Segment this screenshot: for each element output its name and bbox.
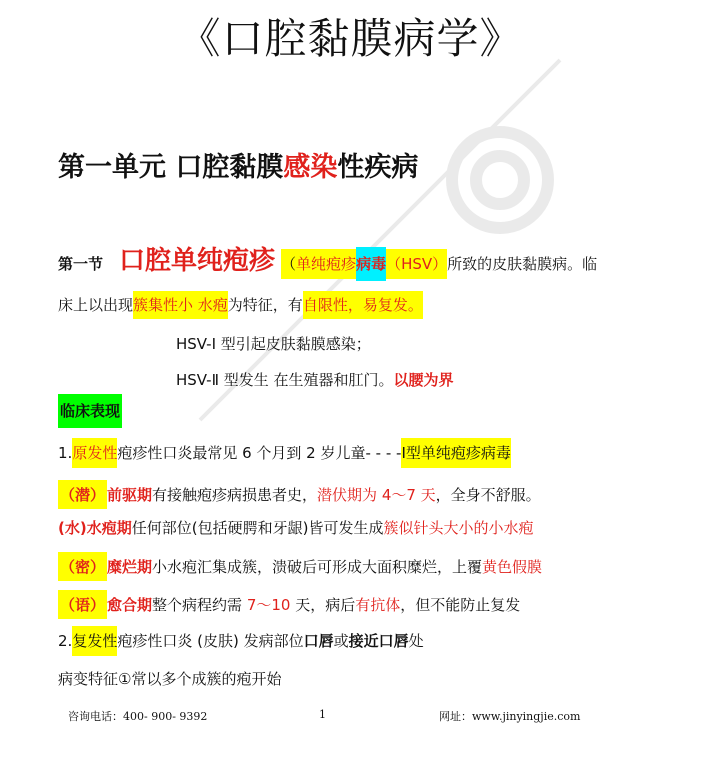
unit-heading-part1: 第一单元 口腔黏膜 <box>58 152 284 183</box>
feature-selflimit: 自限性，易复发。 <box>303 291 423 319</box>
section-desc: 所致的皮肤黏膜病。临 <box>447 255 598 273</box>
stage-erosion: （密） 糜烂期小水疱汇集成簇，溃破后可形成大面积糜烂，上覆黄色假膜 <box>58 552 542 581</box>
section-desc-line2: 床上以出现簇集性小 水疱为特征，有自限性，易复发。 <box>58 294 423 315</box>
hsv1-line: HSV-Ⅰ 型引起皮肤黏膜感染； <box>176 335 371 353</box>
unit-heading-part2: 性疾病 <box>337 152 419 183</box>
footer-page-number: 1 <box>319 708 326 721</box>
hsv2-line: HSV-Ⅱ 型发生 在生殖器和肛门。以腰为界 <box>176 371 454 389</box>
clinical-item-2: 2.复发性疱疹性口炎 (皮肤) 发病部位口唇或接近口唇处 <box>58 630 424 651</box>
stage-latent: （潜） 前驱期有接触疱疹病损患者史，潜伏期为 4～7 天，全身不舒服。 <box>58 480 541 509</box>
section-label: 第一节 <box>58 255 104 273</box>
clinical-heading: 临床表现 <box>58 400 122 421</box>
feature-cluster: 簇集性小 水疱 <box>133 291 228 319</box>
stage-healing: （语） 愈合期整个病程约需 7～10 天，病后有抗体，但不能防止复发 <box>58 590 520 619</box>
section-cause-box: （单纯疱疹病毒（HSV） <box>281 249 447 279</box>
hsv-boundary: 以腰为界 <box>393 371 454 389</box>
stage-vesicle: (水)水疱期任何部位(包括硬腭和牙龈)皆可发生成簇似针头大小的小水疱 <box>58 519 534 537</box>
unit-heading-highlight: 感染 <box>283 152 338 183</box>
footer-phone: 咨询电话：400- 900- 9392 <box>68 710 208 723</box>
clinical-item-1: 1.原发性疱疹性口炎最常见 6 个月到 2 岁儿童- - - -Ⅰ型单纯疱疹病毒 <box>58 442 511 463</box>
footer-website: 网址：www.jinyingjie.com <box>439 710 581 723</box>
lesion-feature-line: 病变特征①常以多个成簇的疱开始 <box>58 670 282 688</box>
section-heading-line <box>58 240 597 277</box>
document-title: 《口腔黏膜病学》 <box>178 14 523 63</box>
unit-heading <box>58 145 418 184</box>
section-title: 口腔单纯疱疹 <box>119 246 276 276</box>
